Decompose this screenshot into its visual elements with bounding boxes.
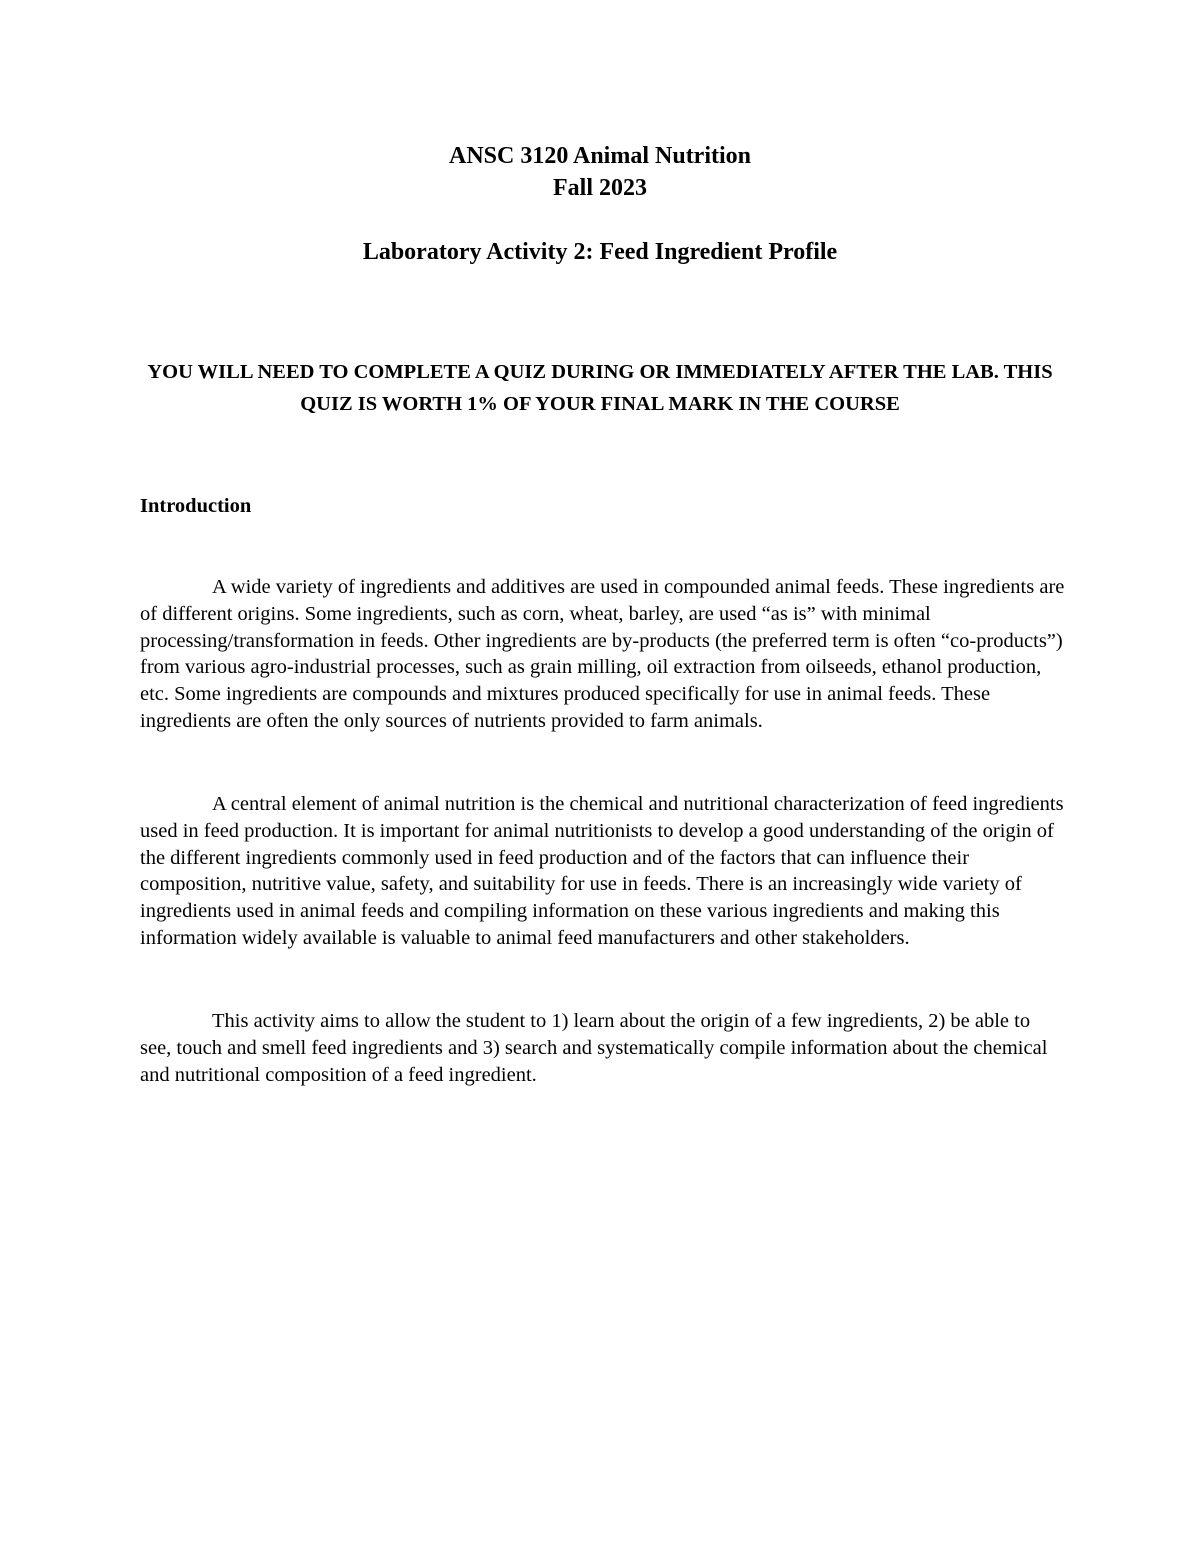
introduction-paragraph: This activity aims to allow the student to 1) learn about the origin of a few ingredients, 2) be able to see, touch and smell feed ingredients and 3) search and systematically compile information about the chemical and nutritional composition of a feed ingredient. bbox=[140, 1010, 1048, 1086]
term-label: Fall 2023 bbox=[553, 175, 647, 201]
introduction-paragraph: A central element of animal nutrition is the chemical and nutritional characterization of feed ingredients used in feed production. It is important for animal nutritionists to develop a good understanding of the origin of the different ingredients commonly used in feed production and of the factors that can influence their composition, nutritive value, safety, and suitability for use in feeds. There is an increasingly wide variety of ingredients used in animal feeds and compiling information on these various ingredients and making this information widely available is valuable to animal feed manufacturers and other stakeholders. bbox=[140, 793, 1064, 949]
activity-title: Laboratory Activity 2: Feed Ingredient Profile bbox=[362, 239, 838, 265]
quiz-notice: YOU WILL NEED TO COMPLETE A QUIZ DURING OR IMMEDIATELY AFTER THE LAB. THIS QUIZ IS WORTH 1% OF YOUR FINAL MARK IN THE COURSE bbox=[147, 361, 1053, 415]
course-title: ANSC 3120 Animal Nutrition bbox=[448, 143, 752, 169]
section-heading-introduction: Introduction bbox=[140, 495, 252, 517]
introduction-paragraph: A wide variety of ingredients and additives are used in compounded animal feeds. These ingredients are of different origins. Some ingredients, such as corn, wheat, barley, are used “as is” with minimal processing/transformation in feeds. Other ingredients are by-products (the preferred term is often “co-products”) from various agro-industrial processes, such as grain milling, oil extraction from oilseeds, ethanol production, etc. Some ingredients are compounds and mixtures produced specifically for use in animal feeds. These ingredients are often the only sources of nutrients provided to farm animals. bbox=[140, 576, 1065, 732]
